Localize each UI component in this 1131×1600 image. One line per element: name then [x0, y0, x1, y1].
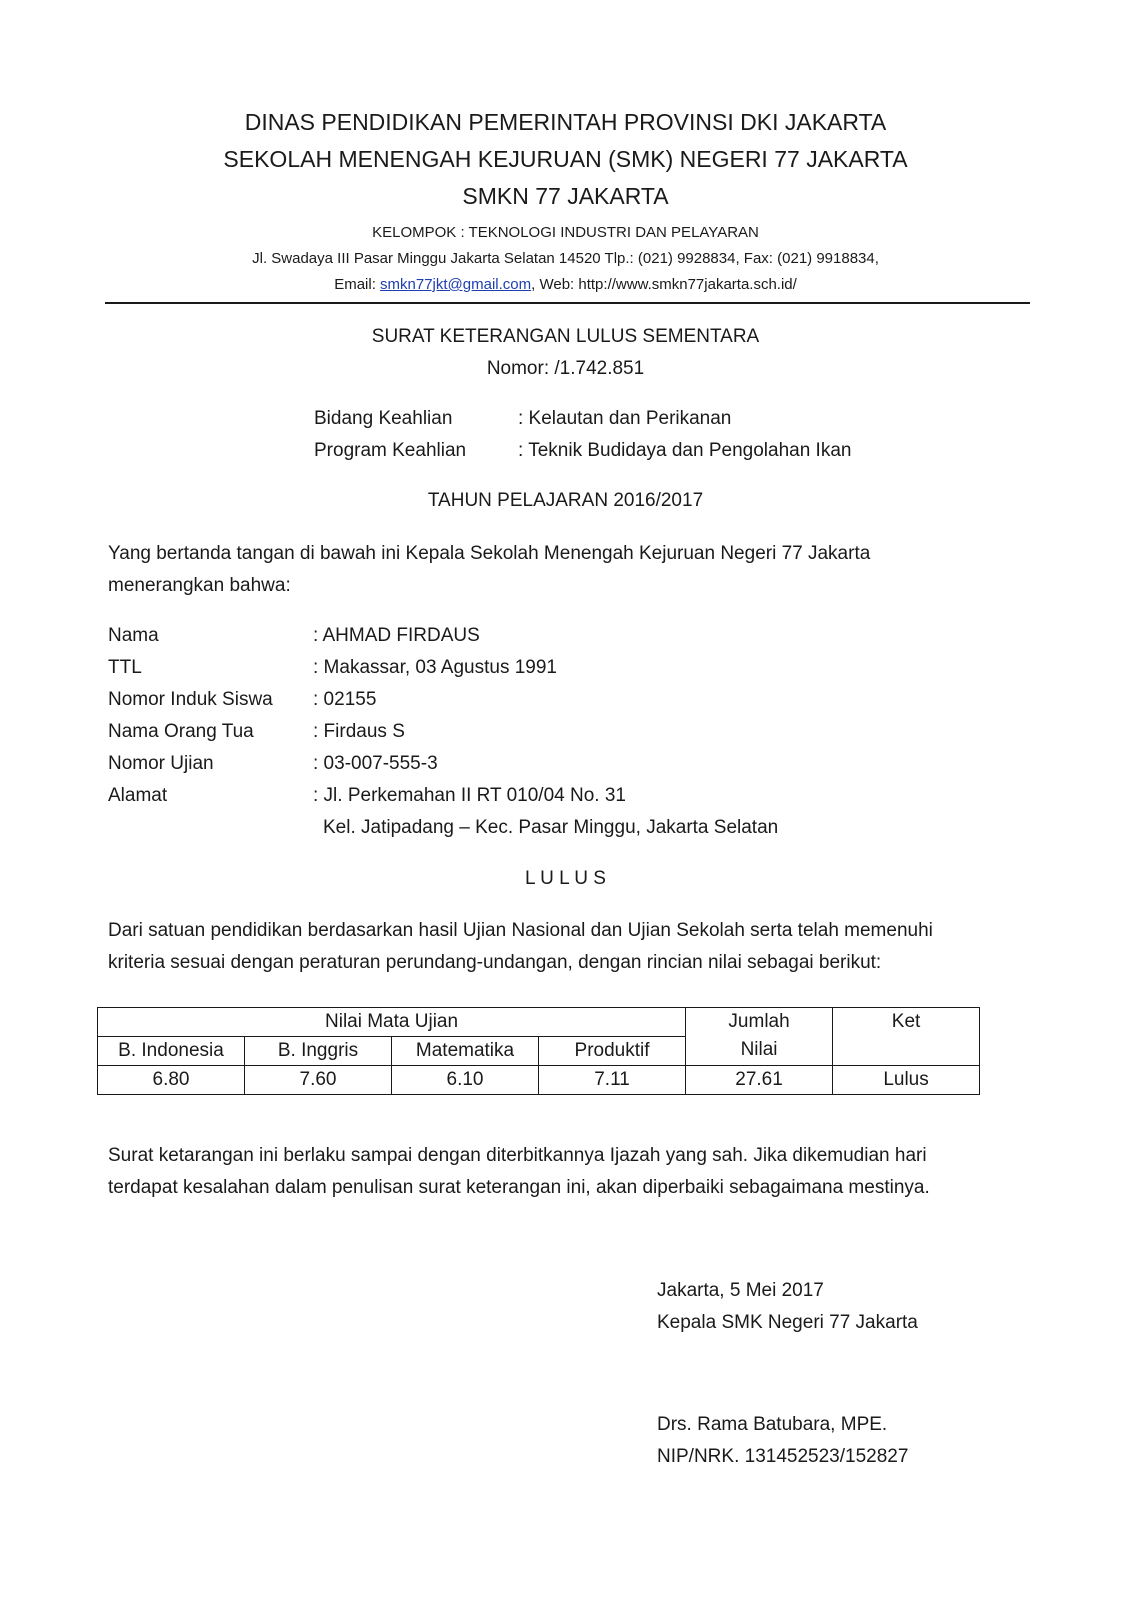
student-nis-value: : 02155 — [313, 689, 377, 710]
criteria-line-1: Dari satuan pendidikan berdasarkan hasil Ujian Nasional dan Ujian Sekolah serta telah memenuhi — [108, 920, 933, 941]
letterhead-group: KELOMPOK : TEKNOLOGI INDUSTRI DAN PELAYARAN — [372, 224, 759, 241]
grade-value: 6.80 — [98, 1066, 245, 1095]
subject-header: B. Inggris — [245, 1037, 392, 1066]
bidang-value: : Kelautan dan Perikanan — [518, 408, 732, 429]
intro-line-1: Yang bertanda tangan di bawah ini Kepala Sekolah Menengah Kejuruan Negeri 77 Jakarta — [108, 543, 871, 564]
table-row — [98, 1066, 980, 1095]
letterhead-contact — [0, 276, 1131, 293]
program-label: Program Keahlian — [314, 440, 467, 461]
subject-header: Matematika — [392, 1037, 539, 1066]
grade-total: 27.61 — [686, 1066, 833, 1095]
student-parent-label: Nama Orang Tua — [108, 721, 254, 742]
student-address-label: Alamat — [108, 785, 168, 806]
signature-position: Kepala SMK Negeri 77 Jakarta — [657, 1312, 918, 1333]
header-total — [686, 1008, 833, 1066]
program-value: : Teknik Budidaya dan Pengolahan Ikan — [518, 440, 852, 461]
document-title: SURAT KETERANGAN LULUS SEMENTARA — [371, 326, 760, 347]
grade-value: 7.60 — [245, 1066, 392, 1095]
letterhead-divider — [105, 302, 1030, 304]
table-header-row — [98, 1008, 980, 1037]
bidang-label: Bidang Keahlian — [314, 408, 453, 429]
letterhead-school-short: SMKN 77 JAKARTA — [462, 183, 669, 209]
student-exam-label: Nomor Ujian — [108, 753, 214, 774]
grade-value: 6.10 — [392, 1066, 539, 1095]
academic-year: TAHUN PELAJARAN 2016/2017 — [427, 490, 704, 511]
graduation-status: L U L U S — [525, 868, 606, 889]
grades-table — [97, 1007, 980, 1095]
header-subject-group: Nilai Mata Ujian — [98, 1008, 686, 1037]
student-address-line-2: Kel. Jatipadang – Kec. Pasar Minggu, Jakarta Selatan — [323, 817, 779, 838]
student-exam-value: : 03-007-555-3 — [313, 753, 438, 774]
subject-header: Produktif — [539, 1037, 686, 1066]
email-label: Email: — [334, 276, 381, 293]
web-text: , Web: http://www.smkn77jakarta.sch.id/ — [531, 276, 797, 293]
student-name-value: : AHMAD FIRDAUS — [313, 625, 480, 646]
letterhead-address: Jl. Swadaya III Pasar Minggu Jakarta Selatan 14520 Tlp.: (021) 9928834, Fax: (021) 9918834, — [252, 250, 879, 267]
signature-name: Drs. Rama Batubara, MPE. — [657, 1414, 888, 1435]
letterhead-school-full: SEKOLAH MENENGAH KEJURUAN (SMK) NEGERI 77 JAKARTA — [223, 146, 908, 172]
student-ttl-value: : Makassar, 03 Agustus 1991 — [313, 657, 557, 678]
student-nis-label: Nomor Induk Siswa — [108, 689, 273, 710]
document-number: Nomor: /1.742.851 — [486, 358, 645, 379]
grade-value: 7.11 — [539, 1066, 686, 1095]
letterhead-agency: DINAS PENDIDIKAN PEMERINTAH PROVINSI DKI JAKARTA — [244, 109, 887, 135]
closing-line-2: terdapat kesalahan dalam penulisan surat keterangan ini, akan diperbaiki sebagaimana mestinya. — [108, 1177, 930, 1198]
grade-ket: Lulus — [833, 1066, 980, 1095]
student-parent-value: : Firdaus S — [313, 721, 405, 742]
header-ket: Ket — [833, 1008, 980, 1066]
student-address-value: : Jl. Perkemahan II RT 010/04 No. 31 — [313, 785, 626, 806]
criteria-line-2: kriteria sesuai dengan peraturan perundang-undangan, dengan rincian nilai sebagai berikut: — [108, 952, 882, 973]
signature-nip: NIP/NRK. 131452523/152827 — [657, 1446, 909, 1467]
student-ttl-label: TTL — [108, 657, 142, 678]
subject-header: B. Indonesia — [98, 1037, 245, 1066]
email-link[interactable]: smkn77jkt@gmail.com — [380, 276, 532, 293]
closing-line-1: Surat ketarangan ini berlaku sampai dengan diterbitkannya Ijazah yang sah. Jika dikemudian hari — [108, 1145, 927, 1166]
signature-place-date: Jakarta, 5 Mei 2017 — [657, 1280, 824, 1301]
intro-line-2: menerangkan bahwa: — [108, 575, 291, 596]
header-total-line-2: Nilai — [740, 1039, 778, 1060]
header-total-line-1: Jumlah — [728, 1011, 790, 1032]
student-name-label: Nama — [108, 625, 159, 646]
